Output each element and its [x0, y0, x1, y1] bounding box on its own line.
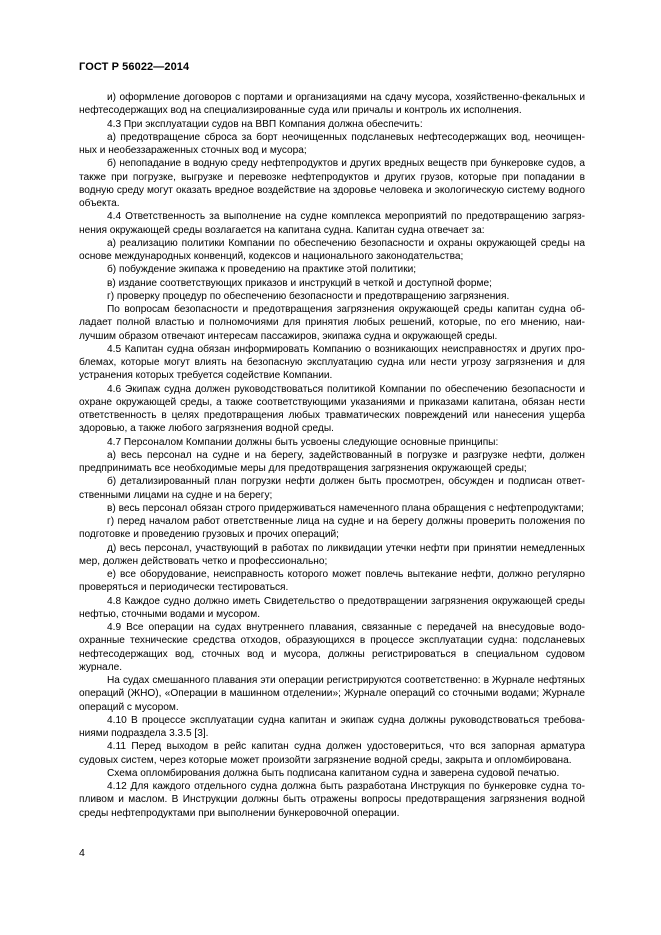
paragraph: и) оформление договоров с портами и организациями на сдачу мусора, хозяйственно-фекальных и нефтесодержащих вод на специализированные суда или причалы и контроль их исполнения.	[79, 92, 585, 117]
paragraph: 4.11 Перед выходом в рейс капитан судна должен удостовериться, что вся запорная арматура судовых систем, через которые может произойти загрязнение водной среды, закрыта и опломбирована.	[79, 741, 585, 766]
paragraph: г) проверку процедур по обеспечению безопасности и предотвращению загрязнения.	[107, 290, 510, 302]
paragraph: 4.12 Для каждого отдельного судна должна быть разработана Инструкция по бункеровке судна топливом и маслом. В Инструкции должны быть отражены вопросы предотвращения загрязнения водной среды нефтепродуктами при выполнении бункеровочной операции.	[79, 781, 585, 819]
document-body	[79, 91, 585, 820]
paragraph: г) перед началом работ ответственные лица на судне и на берегу должны проверить положения по подготовке и проведению грузовых и прочих операций;	[79, 516, 585, 541]
paragraph: 4.10 В процессе эксплуатации судна капитан и экипаж судна должны руководствоваться требованиями подраздела 3.3.5 [3].	[79, 714, 585, 739]
paragraph: а) предотвращение сброса за борт неочищенных подсланевых нефтесодержащих вод, неочищенных и необеззараженных сточных вод и мусора;	[79, 131, 585, 156]
paragraph: 4.6 Экипаж судна должен руководствоваться политикой Компании по обеспечению безопасности и охране окружающей среды, а также соответствующими указаниями и приказами капитана, обязан нести ответственность в целях предотвращения любых травматических повреждений или нанесения ущерба здоровью, а также любого загрязнения водной среды.	[79, 383, 585, 435]
paragraph: е) все оборудование, неисправность которого может повлечь вытекание нефти, должно регулярно проверяться и периодически тестироваться.	[79, 569, 585, 594]
paragraph: в) весь персонал обязан строго придерживаться намеченного плана обращения с нефтепродуктами;	[107, 502, 584, 514]
paragraph: 4.5 Капитан судна обязан информировать Компанию о возникающих неисправностях и других проблемах, которые могут влиять на безопасную эксплуатацию судна или нести угрозу загрязнения и для устранения которых требуется содействие Компании.	[79, 343, 585, 382]
paragraph: б) детализированный план погрузки нефти должен быть просмотрен, обсужден и подписан ответственными лицами на судне и на берегу;	[79, 476, 585, 501]
paragraph: 4.4 Ответственность за выполнение на судне комплекса мероприятий по предотвращению загрязнения окружающей среды возлагается на капитана судна. Капитан судна отвечает за:	[79, 211, 585, 236]
page-number: 4	[79, 847, 85, 859]
paragraph: д) весь персонал, участвующий в работах по ликвидации утечки нефти при принятии немедленных мер, должен действовать четко и профессионально;	[79, 542, 585, 567]
paragraph: Схема опломбирования должна быть подписана капитаном судна и заверена судовой печатью.	[107, 767, 560, 779]
paragraph: а) весь персонал на судне и на берегу, задействованный в погрузке и разгрузке нефти, должен предпринимать все необходимые меры для предотвращения загрязнения окружающей среды;	[79, 449, 585, 474]
paragraph: 4.9 Все операции на судах внутреннего плавания, связанные с передачей на внесудовые водоохранные технические средства отходов, образующихся в процессе эксплуатации судна: подсланевых нефтесодержащих вод, сточных вод и мусора, должны регистрироваться в специальном судовом журнале.	[79, 622, 585, 673]
paragraph: По вопросам безопасности и предотвращения загрязнения окружающей среды капитан судна обладает полной властью и полномочиями для принятия любых решений, которые, по его мнению, наилучшим образом отвечают интересам пассажиров, экипажа судна и окружающей среды.	[79, 304, 585, 342]
paragraph: На судах смешанного плавания эти операции регистрируются соответственно: в Журнале нефтяных операций (ЖНО), «Операции в машинном отделении»; Журнале операций со сточными водами; Журнале операций с мусором.	[79, 675, 585, 713]
paragraph: 4.3 При эксплуатации судов на ВВП Компания должна обеспечить:	[107, 118, 423, 130]
paragraph: в) издание соответствующих приказов и инструкций в четкой и доступной форме;	[107, 277, 492, 289]
paragraph: 4.8 Каждое судно должно иметь Свидетельство о предотвращении загрязнения окружающей среды нефтью, сточными водами и мусором.	[79, 595, 585, 620]
paragraph: б) непопадание в водную среду нефтепродуктов и других вредных веществ при бункеровке судов, а также при погрузке, выгрузке и перевозке нефтепродуктов и других грузов, которые при попадании в водную среду могут оказать вредное воздействие на здоровье человека и экологическую систему водного объекта.	[79, 158, 585, 209]
paragraph: б) побуждение экипажа к проведению на практике этой политики;	[107, 264, 417, 276]
standard-code-header: ГОСТ Р 56022—2014	[79, 61, 190, 73]
paragraph: а) реализацию политики Компании по обеспечению безопасности и охраны окружающей среды на основе международных конвенций, кодексов и национального законодательства;	[79, 237, 585, 262]
paragraph: 4.7 Персоналом Компании должны быть усвоены следующие основные принципы:	[107, 436, 499, 448]
